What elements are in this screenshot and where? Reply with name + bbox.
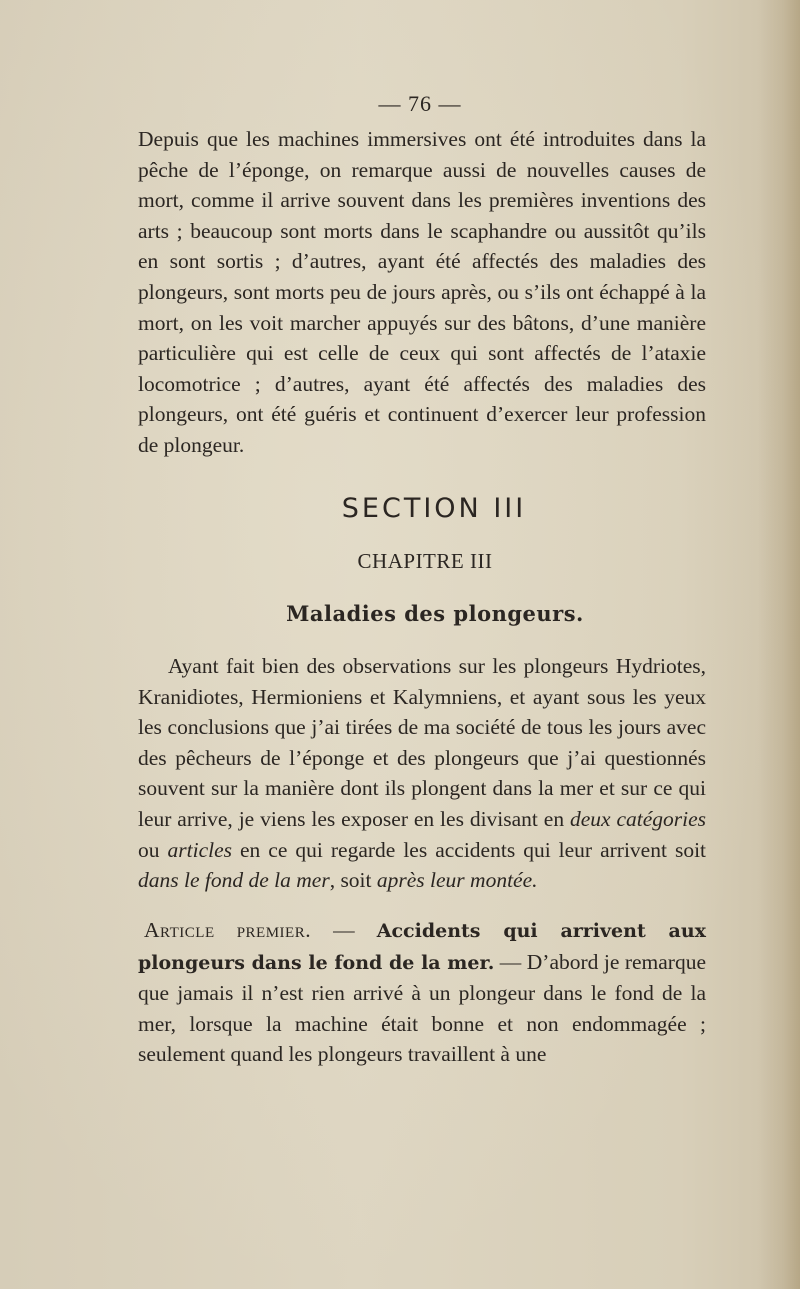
article-title: Accidents qui arrivent aux plongeurs dans le fond de la mer. xyxy=(138,920,706,974)
chapter-subject: Maladies des plongeurs. xyxy=(286,601,584,626)
paragraph-3 xyxy=(138,915,706,1070)
paragraph-2-emphasis-1: deux catégories xyxy=(569,806,706,831)
page-edge-shading xyxy=(758,0,800,1289)
section-title: SECTION III xyxy=(341,493,527,524)
chapter-title: CHAPITRE III xyxy=(357,549,493,573)
paragraph-1-text: Depuis que les machines immersives ont été introduites dans la pêche de l’éponge, on remarque aussi de nouvelles causes de mort, comme il arrive souvent dans les premières inventions des arts ; beaucoup sont morts dans le scaphandre ou aussitôt qu’ils en sont sortis ; d’autres, ayant été affectés des maladies des plongeurs, sont morts peu de jours après, ou s’ils ont échappé à la mort, on les voit marcher appuyés sur des bâtons, d’une manière particulière qui est celle de ceux qui sont affectés de l’ataxie locomotrice ; d’autres, ayant été affectés des maladies des plongeurs, ont été guéris et continuent d’exercer leur profession de plongeur. xyxy=(138,127,706,457)
paragraph-2-part-2: ou xyxy=(138,837,168,862)
paragraph-1 xyxy=(138,124,706,461)
paragraph-2-part-1: Ayant fait bien des observations sur les plongeurs Hydriotes, Kranidiotes, Hermioniens et Kalymniens, et ayant sous les yeux les conclusions que j’ai tirées de ma société de tous les jours avec des pêcheurs de l’éponge et des plongeurs que j’ai questionnés souvent sur la manière dont ils plongent dans la mer et sur ce qui leur arrive, je viens les exposer en les divisant en xyxy=(138,654,706,831)
paragraph-2 xyxy=(138,651,706,896)
page-number: — 76 — xyxy=(378,91,462,116)
paragraph-2-emphasis-3: dans le fond de la mer xyxy=(138,868,330,893)
paragraph-2-part-4: , soit xyxy=(329,868,377,893)
paragraph-3-text: — D’abord je remarque que jamais il n’est rien arrivé à un plongeur dans le fond de la mer, lorsque la machine était bonne et non endommagée ; seulement quand les plongeurs travaillent à une xyxy=(138,949,706,1067)
paragraph-2-part-3: en ce qui regarde les accidents qui leur arrivent soit xyxy=(232,837,707,862)
article-label: Article premier. — xyxy=(144,918,356,942)
paragraph-2-emphasis-4: après leur montée. xyxy=(376,868,538,893)
paragraph-2-emphasis-2: articles xyxy=(167,837,233,862)
